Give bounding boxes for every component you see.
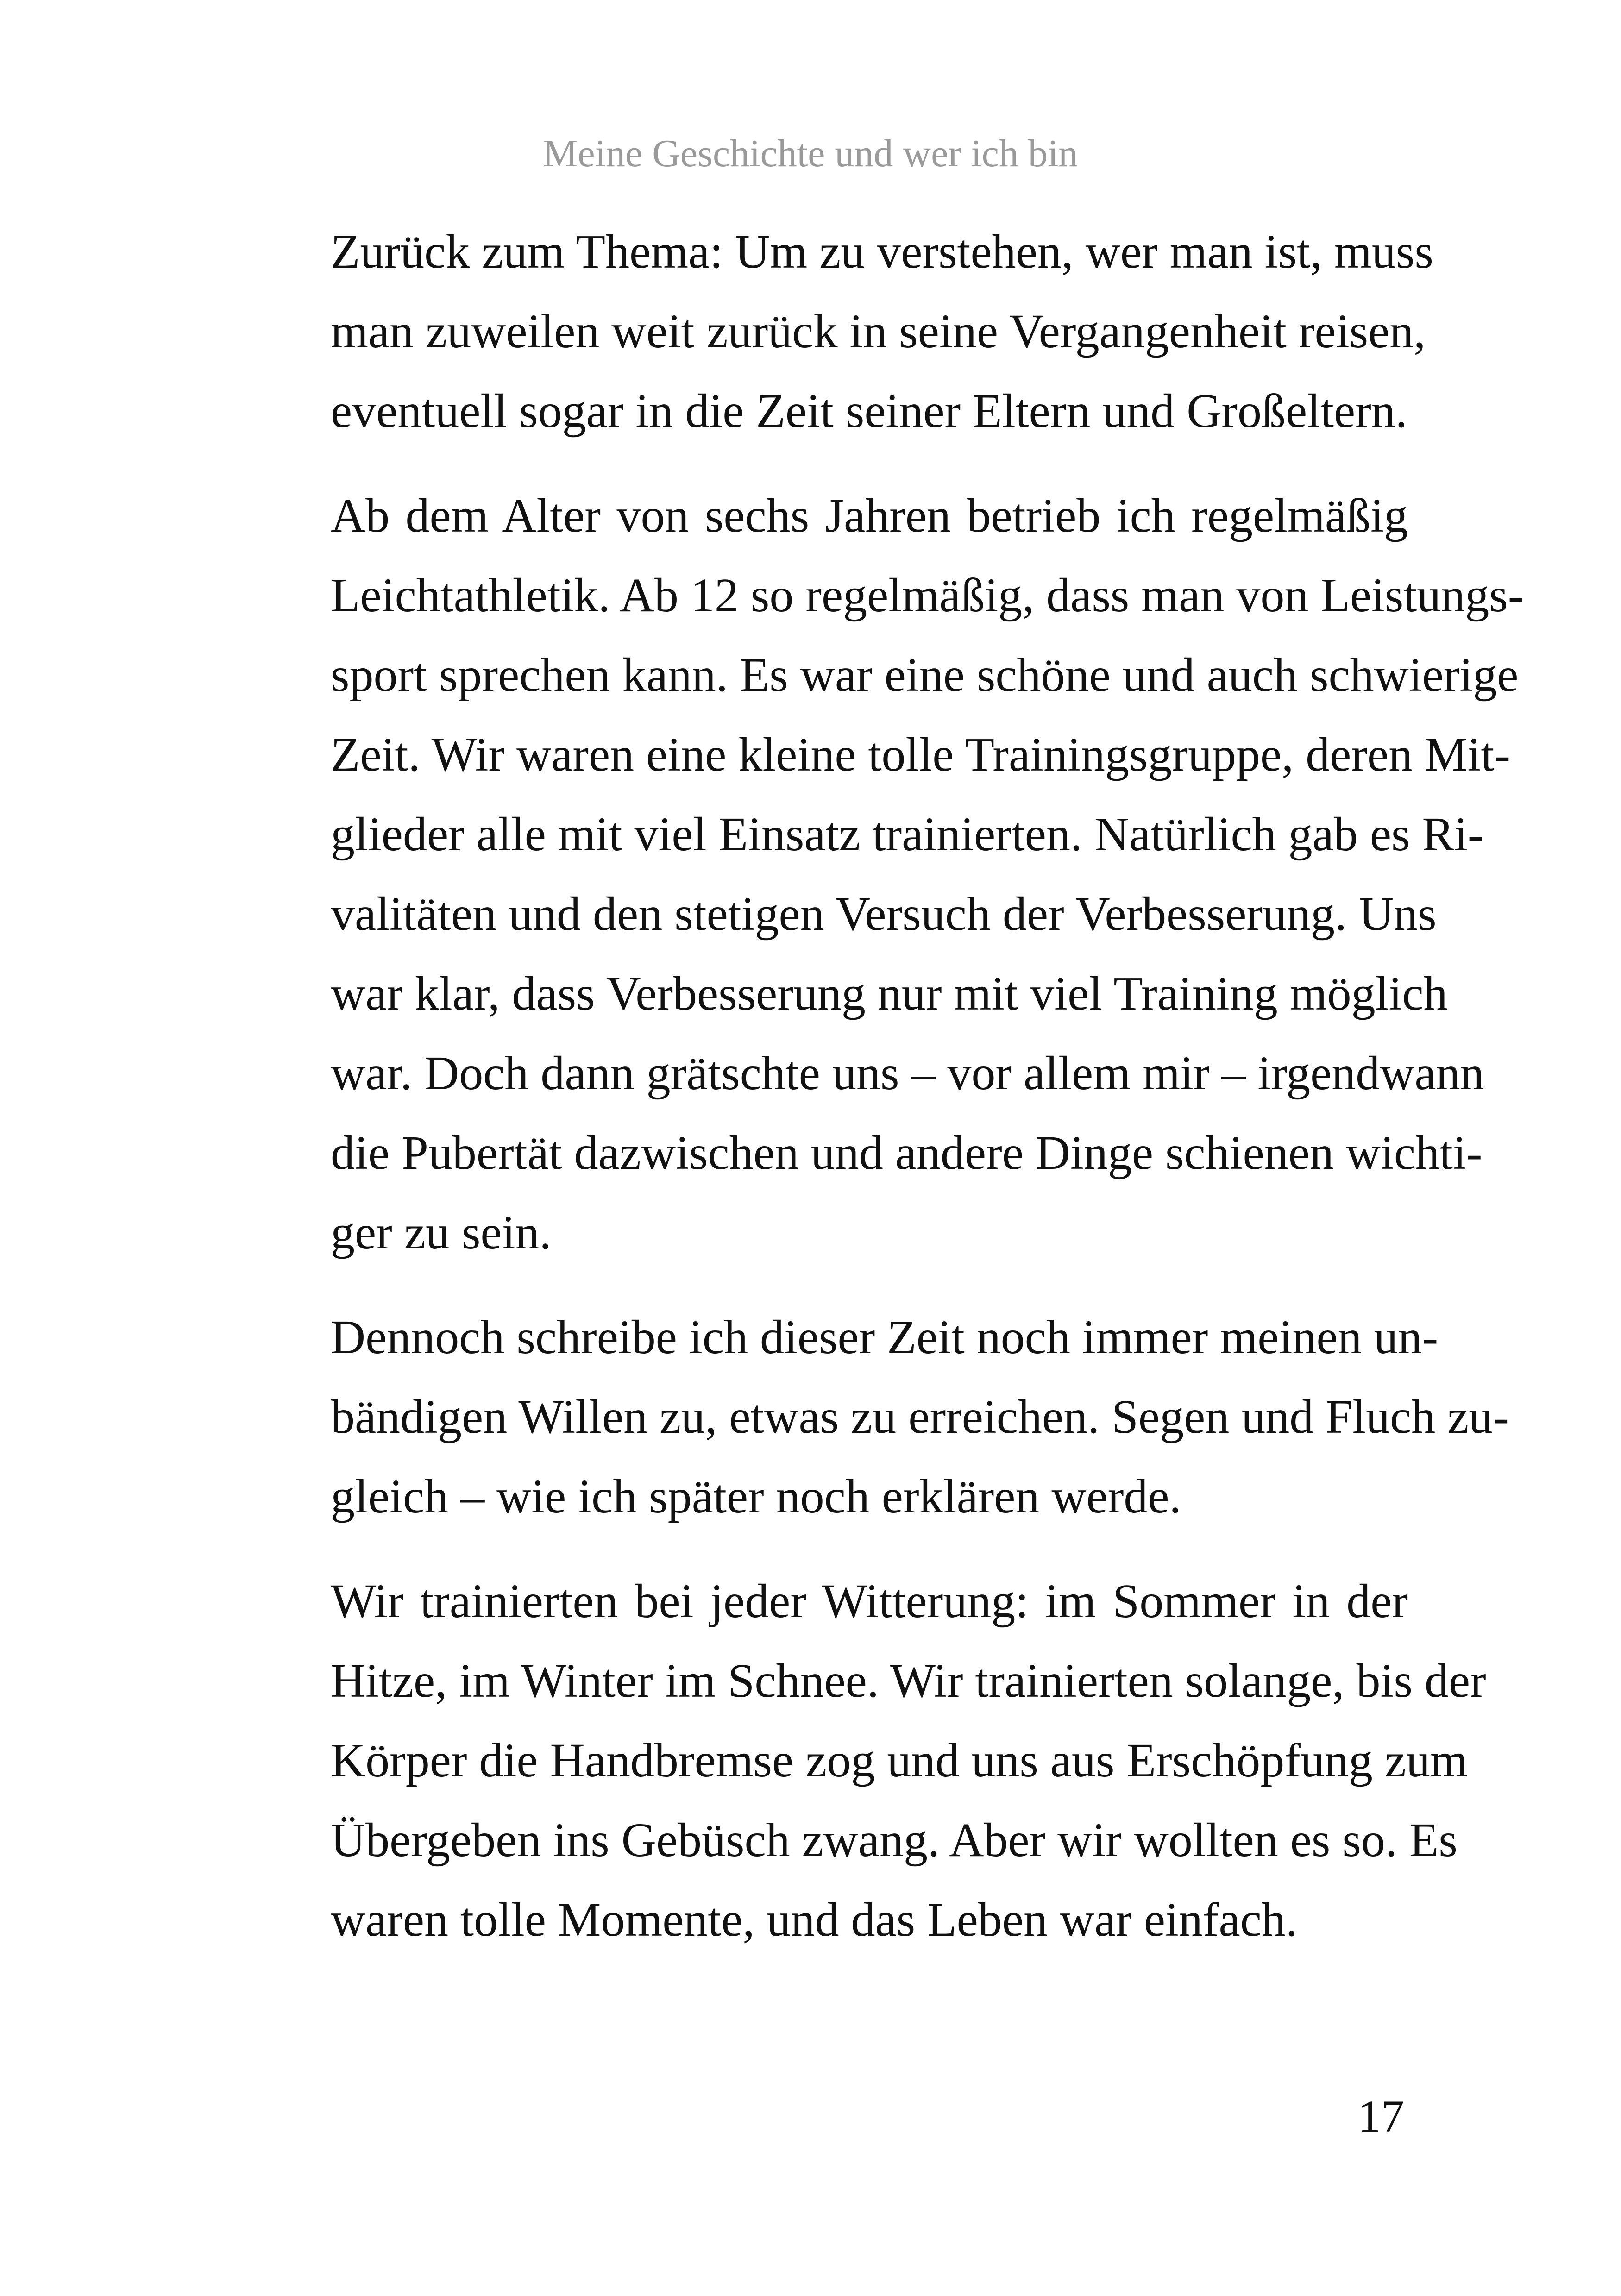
text-line: Zurück zum Thema: Um zu verstehen, wer man ist, muss [331, 225, 1433, 278]
page-number: 17 [1358, 2090, 1404, 2142]
text-line: valitäten und den stetigen Versuch der Verbesserung. Uns [331, 887, 1437, 941]
running-header: Meine Geschichte und wer ich bin [543, 132, 1078, 175]
text-line: die Pubertät dazwischen und andere Dinge schienen wichti- [331, 1126, 1483, 1179]
paragraph [273, 1562, 1486, 1960]
text-line: glieder alle mit viel Einsatz trainierten. Natürlich gab es Ri- [331, 808, 1484, 861]
text-line: eventuell sogar in die Zeit seiner Eltern und Großeltern. [331, 384, 1407, 438]
text-line: Zeit. Wir waren eine kleine tolle Trainingsgruppe, deren Mit- [331, 728, 1511, 781]
text-line: Wir trainierten bei jeder Witterung: im Sommer in der [331, 1575, 1408, 1628]
text-line: ger zu sein. [331, 1206, 552, 1259]
text-line: Ab dem Alter von sechs Jahren betrieb ich regelmäßig [331, 489, 1408, 542]
text-line: Hitze, im Winter im Schnee. Wir trainierten solange, bis der [331, 1654, 1486, 1707]
text-line: waren tolle Momente, und das Leben war einfach. [331, 1893, 1298, 1946]
text-line: Körper die Handbremse zog und uns aus Erschöpfung zum [331, 1734, 1468, 1787]
body-text [273, 212, 1524, 1985]
paragraph [273, 1298, 1509, 1537]
text-line: Leichtathletik. Ab 12 so regelmäßig, dass man von Leistungs- [331, 569, 1524, 622]
text-line: man zuweilen weit zurück in seine Vergangenheit reisen, [331, 305, 1426, 358]
text-line: gleich – wie ich später noch erklären werde. [331, 1470, 1181, 1523]
text-line: sport sprechen kann. Es war eine schöne und auch schwierige [331, 648, 1519, 702]
paragraph [273, 476, 1524, 1273]
text-line: bändigen Willen zu, etwas zu erreichen. Segen und Fluch zu- [331, 1390, 1509, 1443]
text-line: Übergeben ins Gebüsch zwang. Aber wir wollten es so. Es [331, 1813, 1458, 1867]
text-line: Dennoch schreibe ich dieser Zeit noch immer meinen un- [331, 1311, 1439, 1364]
paragraph [273, 212, 1433, 451]
text-line: war. Doch dann grätschte uns – vor allem mir – irgendwann [331, 1047, 1484, 1100]
text-line: war klar, dass Verbesserung nur mit viel Training möglich [331, 967, 1448, 1020]
